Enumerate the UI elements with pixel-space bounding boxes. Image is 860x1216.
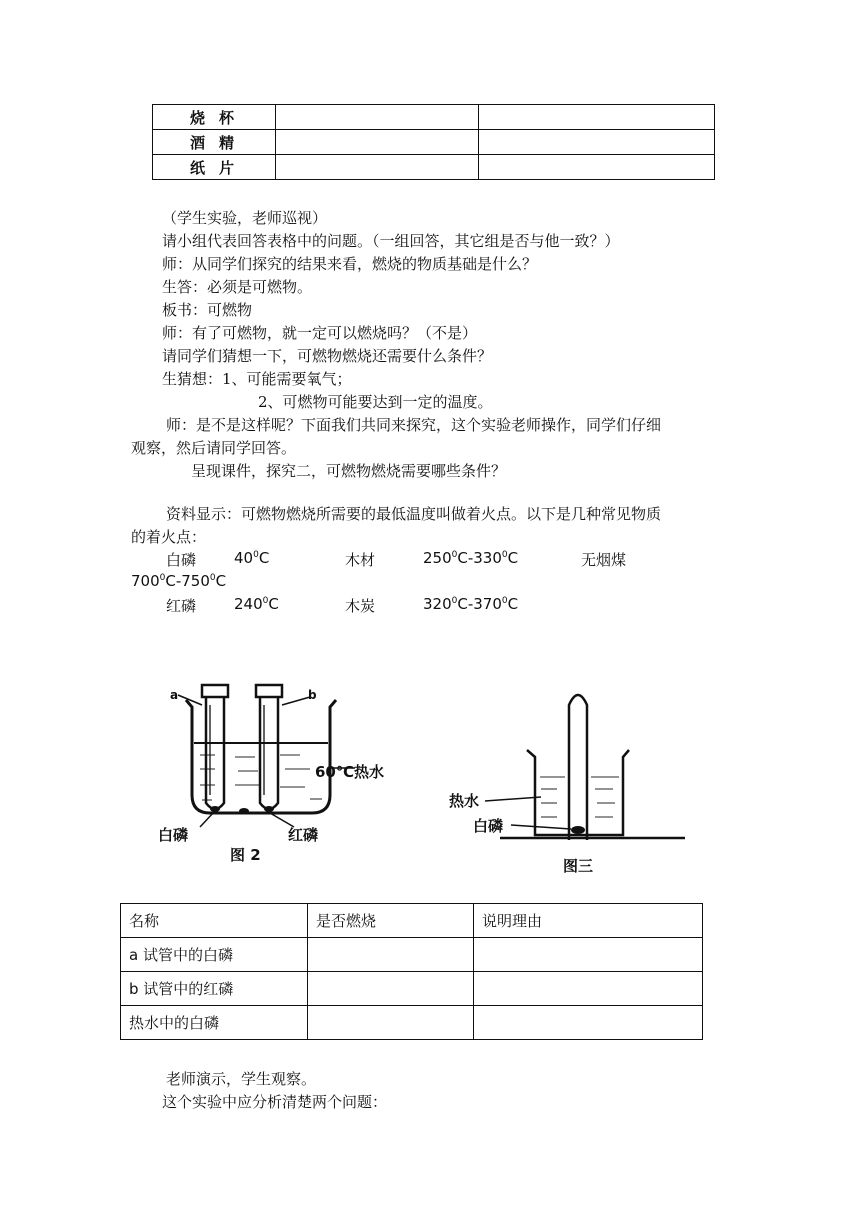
ignition-value: $240^0C$ bbox=[234, 595, 279, 613]
table-cell bbox=[276, 155, 479, 180]
row-label: b 试管中的红磷 bbox=[121, 972, 308, 1006]
observation-table bbox=[120, 903, 703, 1040]
table-cell bbox=[308, 972, 474, 1006]
column-header: 是否燃烧 bbox=[308, 904, 474, 938]
paragraph: 师：有了可燃物，就一定可以燃烧吗？（不是） bbox=[162, 324, 478, 342]
paragraph: 师：从同学们探究的结果来看，燃烧的物质基础是什么？ bbox=[162, 255, 538, 273]
paragraph: 请同学们猜想一下，可燃物燃烧还需要什么条件？ bbox=[162, 347, 493, 365]
table-header-row bbox=[121, 904, 703, 938]
table-cell bbox=[479, 155, 715, 180]
hot-water-label: 热水 bbox=[449, 792, 480, 810]
table-cell bbox=[479, 105, 715, 130]
table-cell bbox=[308, 1006, 474, 1040]
paragraph: 师：是不是这样呢？下面我们共同来探究，这个实验老师操作，同学们仔细 bbox=[166, 416, 662, 434]
figure-2-caption: 图 2 bbox=[230, 846, 261, 864]
table-cell bbox=[479, 130, 715, 155]
paragraph: 生猜想：1、可能需要氧气； bbox=[162, 370, 352, 388]
paragraph: 老师演示，学生观察。 bbox=[166, 1070, 317, 1088]
paragraph: 这个实验中应分析清楚两个问题： bbox=[162, 1093, 388, 1111]
materials-table bbox=[152, 104, 715, 180]
tube-b-label: b bbox=[308, 688, 317, 702]
table-cell bbox=[474, 938, 703, 972]
white-phosphorus-label: 白磷 bbox=[473, 817, 504, 835]
table-cell bbox=[474, 1006, 703, 1040]
figure-3-diagram bbox=[445, 665, 695, 880]
table-row bbox=[121, 938, 703, 972]
paragraph: 观察，然后请同学回答。 bbox=[131, 439, 297, 457]
hot-water-label: 60℃热水 bbox=[315, 763, 385, 781]
ignition-value: $250^0C-330^0C$ bbox=[423, 549, 519, 567]
row-label: a 试管中的白磷 bbox=[121, 938, 308, 972]
ignition-value: $700^0C-750^0C$ bbox=[131, 572, 227, 590]
ignition-value: $320^0C-370^0C$ bbox=[423, 595, 519, 613]
substance-label: 无烟煤 bbox=[581, 551, 627, 569]
table-row bbox=[153, 105, 715, 130]
table-row bbox=[121, 972, 703, 1006]
table-cell bbox=[276, 105, 479, 130]
table-row bbox=[121, 1006, 703, 1040]
table-row bbox=[153, 155, 715, 180]
white-phosphorus-label: 白磷 bbox=[158, 826, 189, 844]
substance-label: 白磷 bbox=[166, 551, 197, 569]
red-phosphorus-label: 红磷 bbox=[288, 826, 319, 844]
table-cell bbox=[276, 130, 479, 155]
figure-2-diagram bbox=[140, 665, 430, 870]
row-label: 烧杯 bbox=[153, 105, 276, 130]
paragraph: （学生实验，老师巡视） bbox=[162, 209, 328, 227]
table-cell bbox=[474, 972, 703, 1006]
tube-a-label: a bbox=[170, 688, 179, 702]
paragraph: 板书：可燃物 bbox=[162, 301, 253, 319]
paragraph: 的着火点： bbox=[131, 528, 207, 546]
substance-label: 红磷 bbox=[166, 597, 197, 615]
paragraph: 请小组代表回答表格中的问题。（一组回答，其它组是否与他一致？） bbox=[162, 232, 620, 250]
table-row bbox=[153, 130, 715, 155]
column-header: 说明理由 bbox=[474, 904, 703, 938]
row-label: 热水中的白磷 bbox=[121, 1006, 308, 1040]
table-cell bbox=[308, 938, 474, 972]
paragraph: 呈现课件，探究二，可燃物燃烧需要哪些条件？ bbox=[191, 462, 507, 480]
paragraph: 2、可燃物可能要达到一定的温度。 bbox=[258, 393, 493, 411]
column-header: 名称 bbox=[121, 904, 308, 938]
row-label: 纸片 bbox=[153, 155, 276, 180]
substance-label: 木炭 bbox=[345, 597, 376, 615]
paragraph: 资料显示：可燃物燃烧所需要的最低温度叫做着火点。以下是几种常见物质 bbox=[166, 505, 662, 523]
ignition-value: $40^0C$ bbox=[234, 549, 270, 567]
paragraph: 生答：必须是可燃物。 bbox=[162, 278, 313, 296]
row-label: 酒精 bbox=[153, 130, 276, 155]
substance-label: 木材 bbox=[345, 551, 376, 569]
figure-3-caption: 图三 bbox=[563, 857, 594, 875]
